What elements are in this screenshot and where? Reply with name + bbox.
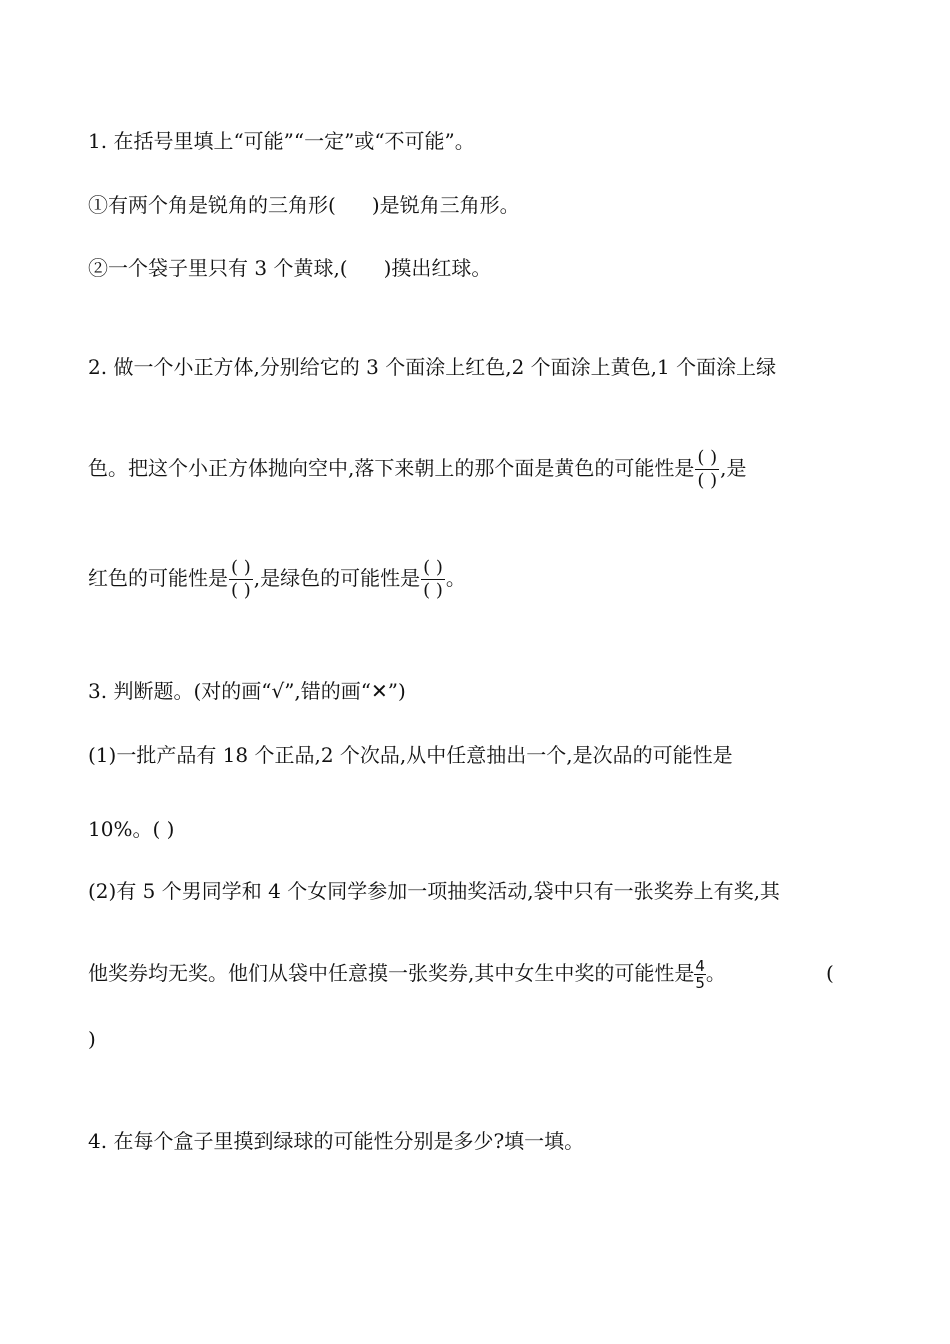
q3-item-2-line-2-before: 他奖券均无奖。他们从袋中任意摸一张奖券,其中女生中奖的可能性是 (88, 961, 695, 985)
q2-line-3-mid: ,是绿色的可能性是 (253, 566, 421, 590)
q1-item-2-before: ②一个袋子里只有 3 个黄球,( (88, 256, 348, 280)
q3-item-1-line-2[interactable]: 10%。( ) (88, 817, 175, 841)
q1-item-1 (88, 192, 520, 218)
red-probability-fraction[interactable]: $\frac{( )}{( )}$ (231, 557, 251, 601)
q3-item-2-line-2 (88, 951, 726, 995)
q3-item-2-close-paren[interactable]: ) (88, 1027, 96, 1051)
green-probability-fraction[interactable]: $\frac{( )}{( )}$ (423, 557, 443, 601)
q2-line-2 (88, 446, 747, 492)
q1-item-1-after: )是锐角三角形。 (371, 193, 520, 217)
q2-line-2-before: 色。把这个小正方体抛向空中,落下来朝上的那个面是黄色的可能性是 (88, 456, 695, 480)
q1-item-1-before: ①有两个角是锐角的三角形( (88, 193, 336, 217)
q3-item-2-open-paren[interactable]: ( (826, 961, 834, 985)
q3-item-2-line-2-after: 。 (705, 961, 726, 985)
q3-item-2-line-1: (2)有 5 个男同学和 4 个女同学参加一项抽奖活动,袋中只有一张奖券上有奖,其 (88, 879, 780, 903)
q2-line-3-after: 。 (445, 566, 466, 590)
q4-title: 4. 在每个盒子里摸到绿球的可能性分别是多少?填一填。 (88, 1129, 585, 1153)
q2-line-1: 2. 做一个小正方体,分别给它的 3 个面涂上红色,2 个面涂上黄色,1 个面涂上绿 (88, 355, 777, 379)
four-fifths-fraction: $\frac{4}{5}$ (695, 957, 705, 992)
q3-item-1-line-1: (1)一批产品有 18 个正品,2 个次品,从中任意抽出一个,是次品的可能性是 (88, 743, 733, 767)
q1-title: 1. 在括号里填上“可能”“一定”或“不可能”。 (88, 129, 475, 153)
q2-line-3 (88, 556, 466, 602)
yellow-probability-fraction[interactable]: $\frac{( )}{( )}$ (697, 447, 718, 491)
q1-item-2-after: )摸出红球。 (383, 256, 492, 280)
q2-line-2-after: ,是 (720, 456, 747, 480)
q3-title: 3. 判断题。(对的画“√”,错的画“✕”) (88, 679, 406, 703)
q2-line-3-before: 红色的可能性是 (88, 566, 228, 590)
q1-item-2 (88, 255, 491, 281)
